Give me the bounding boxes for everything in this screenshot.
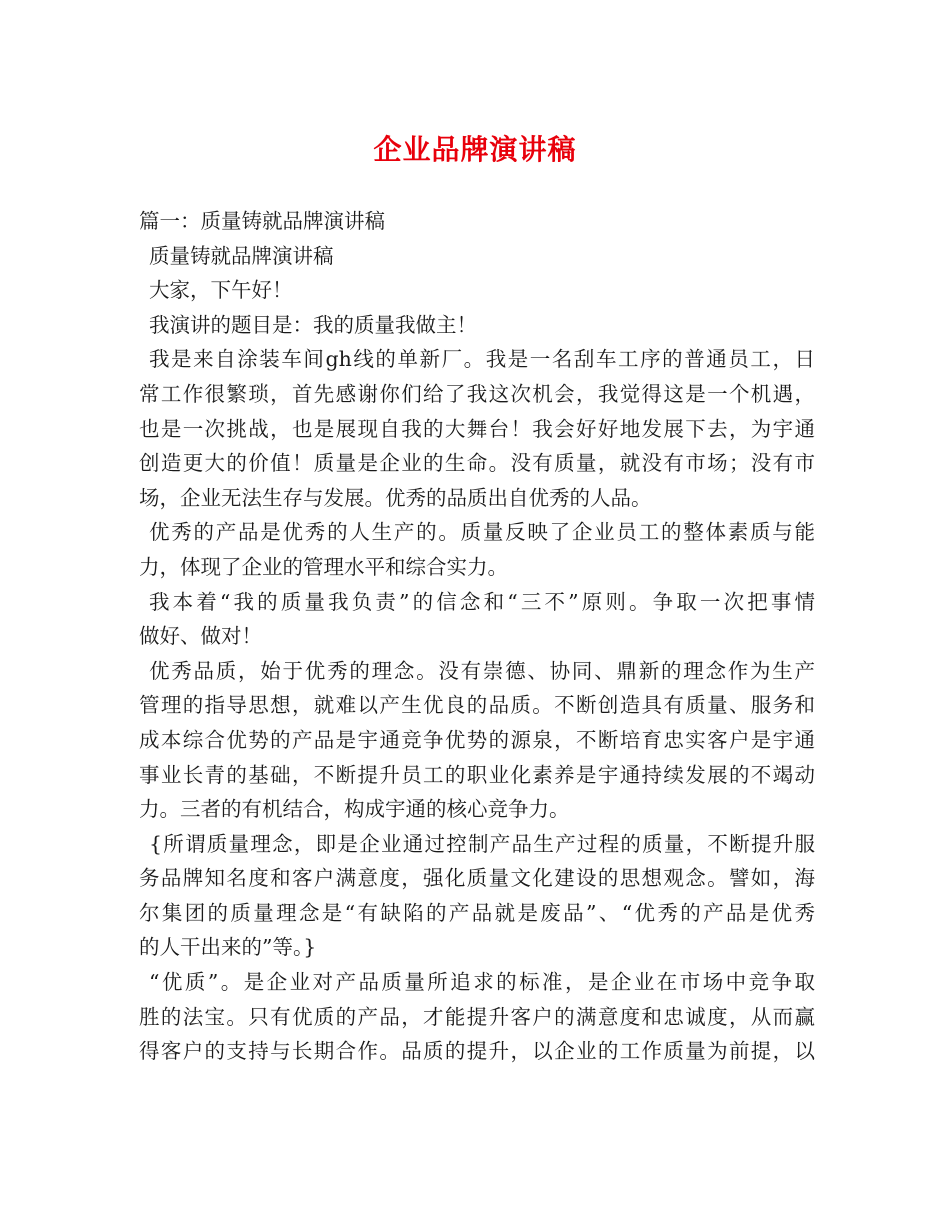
text-line: 胜的法宝。只有优质的产品，才能提升客户的满意度和忠诚度，从而赢: [139, 1004, 815, 1029]
text-line: 成本综合优势的产品是宇通竞争优势的源泉，不断培育忠实客户是宇通: [139, 727, 815, 752]
text-line: {所谓质量理念，即是企业通过控制产品生产过程的质量，不断提升服: [149, 831, 815, 856]
text-line: 质量铸就品牌演讲稿: [149, 243, 334, 268]
text-line: 也是一次挑战，也是展现自我的大舞台！我会好好地发展下去，为宇通: [139, 416, 815, 441]
text-line: 常工作很繁琐，首先感谢你们给了我这次机会，我觉得这是一个机遇，: [139, 381, 815, 406]
text-line: 管理的指导思想，就难以产生优良的品质。不断创造具有质量、服务和: [139, 693, 815, 718]
text-line: 我演讲的题目是：我的质量我做主！: [149, 312, 477, 337]
text-line: 力。三者的有机结合，构成宇通的核心竞争力。: [139, 797, 570, 822]
text-line: 创造更大的价值！质量是企业的生命。没有质量，就没有市场；没有市: [139, 451, 815, 476]
text-line: 优秀品质，始于优秀的理念。没有崇德、协同、鼎新的理念作为生产: [149, 658, 815, 683]
document-title: 企业品牌演讲稿: [373, 133, 577, 166]
text-line: 尔集团的质量理念是“有缺陷的产品就是废品”、“优秀的产品是优秀: [139, 900, 815, 925]
text-line: 做好、做对！: [139, 624, 262, 649]
text-line: 场，企业无法生存与发展。优秀的品质出自优秀的人品。: [139, 485, 652, 510]
text-line: 我本着“我的质量我负责”的信念和“三不”原则。争取一次把事情: [149, 589, 815, 614]
text-line: 得客户的支持与长期合作。品质的提升，以企业的工作质量为前提，以: [139, 1039, 815, 1064]
text-line: 优秀的产品是优秀的人生产的。质量反映了企业员工的整体素质与能: [149, 520, 815, 545]
text-line: “优质”。是企业对产品质量所追求的标准，是企业在市场中竞争取: [149, 970, 815, 995]
text-line: 的人干出来的”等。}: [139, 935, 317, 960]
text-line: 事业长青的基础，不断提升员工的职业化素养是宇通持续发展的不竭动: [139, 762, 815, 787]
text-line: 篇一：质量铸就品牌演讲稿: [139, 209, 385, 233]
text-line: 我是来自涂装车间gh线的单新厂。我是一名刮车工序的普通员工，日: [149, 347, 815, 372]
text-line: 力，体现了企业的管理水平和综合实力。: [139, 554, 508, 579]
document-body: [139, 204, 815, 1069]
text-line: 大家，下午好！: [149, 278, 293, 303]
text-line: 务品牌知名度和客户满意度，强化质量文化建设的思想观念。譬如，海: [139, 866, 815, 891]
